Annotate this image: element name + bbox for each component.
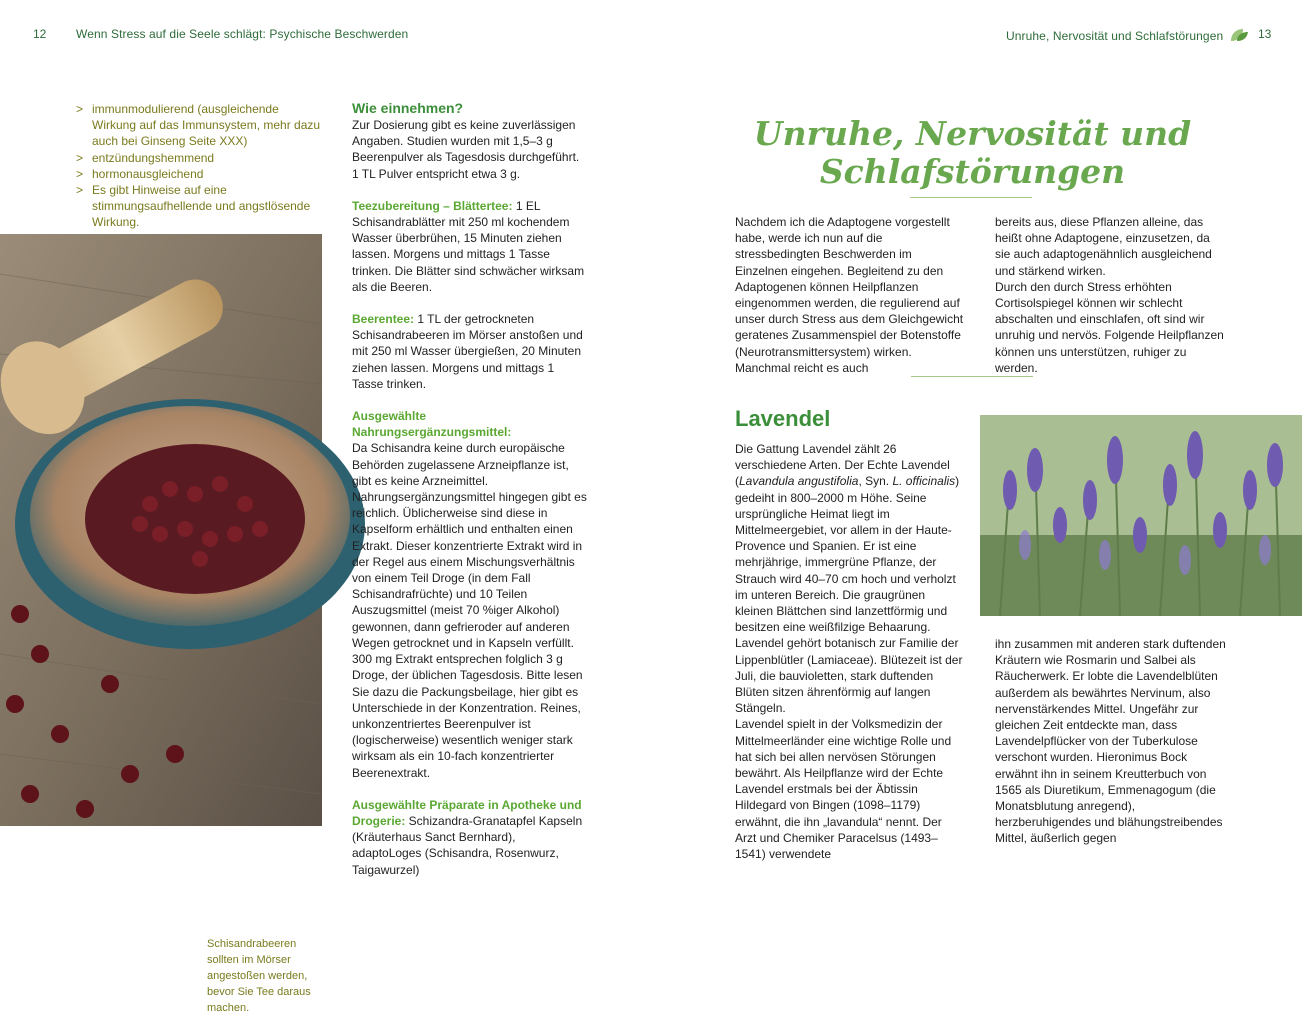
dosage-text: Zur Dosierung gibt es keine zuverlässigen Angaben. Studien wurden mit 1,5–3 g Beerenpulver als Tagesdosis durchgeführt. 1 TL Pulver entspricht etwa 3 g. [352,118,580,181]
intro-right [995,214,1227,376]
supplements-label: Ausgewählte Nahrungsergänzungsmittel: [352,409,512,440]
leaf-tea-paragraph [352,198,588,295]
intro-right-p1: bereits aus, diese Pflanzen alleine, das heißt ohne Adaptogene, einzusetzen, da sie auch adaptogenähnlich ausgleichend und stärkend wirken. [995,215,1212,278]
leaf-tea-label: Teezubereitung – Blättertee: [352,198,513,213]
lavender-paragraph-1 [735,441,965,716]
dosage-column [352,99,588,878]
page-title [735,115,1210,191]
title-line-1: Unruhe, Nervosität und [753,114,1192,153]
lavender-photo [980,415,1302,616]
list-item: > hormonausgleichend [76,166,321,182]
running-head-right [1006,27,1249,43]
latin-name: L. officinalis [892,474,956,489]
schisandra-illustration [0,234,322,826]
title-line-2: Schlafstörungen [819,152,1126,191]
berry-tea-text: 1 TL der getrockneten Schisandrabeeren im Mörser anstoßen und mit 250 ml Wasser übergießen, 20 Minuten ziehen lassen. Morgens und mittags 1 Tasse trinken. [352,312,583,391]
benefit-list [76,101,321,231]
preparations-text: Schizandra-Granatapfel Kapseln (Kräuterhaus Sanct Bernhard), adaptoLoges (Schisandra, Rosenwurz, Taigawurzel) [352,813,583,877]
preparations-paragraph [352,797,588,878]
lavender-heading: Lavendel [735,406,831,431]
berry-tea-paragraph [352,311,588,392]
divider [910,197,1032,198]
section-heading: Wie einnehmen? [352,100,464,116]
supplements-text: Da Schisandra keine durch europäische Behörden zugelassene Arzneipflanze ist, gibt es keine Arzneimittel. Nahrungsergänzungsmittel hingegen gibt es reichlich. Üblicherweise sind diese in Kapselform erhältlich und enthalten einen Extrakt. Dieser konzentrierte Extrakt wird in der Regel aus einem Mischungsverhältnis von einem Teil Droge (in dem Fall Schisandrafrüchte) und 10 Teilen Auszugsmittel (meist 70 %iger Alkohol) gewonnen, dann gefrieroder auf anderen Wegen getrocknet und in Kapseln verfüllt. 300 mg Extrakt entsprechen folglich 3 g Droge, der üblichen Tagesdosis. Bitte lesen Sie dazu die Packungsbeilage, hier gibt es Unterschiede in der Konzentration. Reines, unkonzentriertes Beerenpulver ist (logischerweise) wesentlich weniger stark wirksam als ein 10-fach konzentrierter Beerenextrakt. [352,441,587,780]
supplements-paragraph [352,408,588,781]
lavender-illustration [980,415,1302,616]
leaf-tea-text: 1 EL Schisandrablätter mit 250 ml kochendem Wasser überbrühen, 15 Minuten ziehen lassen. Morgens und mittags 1 Tasse trinken. Die Blätter sind schwächer wirksam als die Beeren. [352,198,585,294]
list-item: > entzündungshemmend [76,150,321,166]
berry-tea-label: Beerentee: [352,312,415,327]
divider [911,376,1033,377]
lavender-paragraph-2: Lavendel spielt in der Volksmedizin der Mittelmeerländer eine wichtige Rolle und hat sich bei allen nervösen Störungen bewährt. Als Heilpflanze wird der Echte Lavendel erstmals bei der Äbtissin Hildegard von Bingen (1098–1179) erwähnt, die ihn „lavandula“ nennt. Der Arzt und Chemiker Paracelsus (1493–1541) verwendete [735,717,952,862]
lav-text: Die Gattung Lavendel zählt 26 verschiedene Arten. Der Echte Lavendel ( [735,442,950,489]
lavender-left-column [735,441,965,862]
lavender-right-column: ihn zusammen mit anderen stark duftenden Kräutern wie Rosmarin und Salbei als Räucherwerk. Er lobte die Lavendelblüten außerdem als bewährtes Nervinum, also nervenstärkendes Mittel. Ungefähr zur gleichen Zeit entdeckte man, dass Lavendelpflücker von der Tuberkulose verschont wurden. Hieronimus Bock erwähnt ihn in seinem Kreutterbuch von 1565 als Diuretikum, Emmenagogum (die Monatsblutung anregend), herzberuhigendes und blähungstreibendes Mittel, äußerlich gegen [995,637,1226,846]
photo-caption: Schisandrabeeren sollten im Mörser angestoßen werden, bevor Sie Tee daraus machen. [192,930,322,1022]
schisandra-photo [0,234,322,1014]
intro-right-p2: Durch den durch Stress erhöhten Cortisolspiegel können wir schlecht abschalten und einschlafen, oft sind wir unruhig und nervös. Folgende Heilpflanzen können uns unterstützen, ruhiger zu werden. [995,279,1224,375]
running-head-right-text: Unruhe, Nervosität und Schlafstörungen [1006,29,1224,43]
lav-text: ) gedeiht in 800–2000 m Höhe. Seine ursprüngliche Heimat liegt im Mittelmeergebiet, vor allem in der Haute-Provence und Spanien. Er ist eine mehrjährige, immergrüne Pflanze, der Strauch wird 40–70 cm hoch und verholzt im unteren Bereich. Die graugrünen kleinen Blättchen sind lanzettförmig und besitzen eine weißfilzige Behaarung. Lavendel gehört botanisch zur Familie der Lippenblütler (Lamiaceae). Blütezeit ist der Juli, die bauvioletten, stark duftenden Blüten sitzen ährenförmig auf langen Stängeln. [735,474,963,716]
page-number-right: 13 [1258,27,1272,41]
lav-text: , Syn. [858,474,893,489]
leaf-icon [1229,27,1249,43]
intro-left: Nachdem ich die Adaptogene vorgestellt habe, werde ich nun auf die stressbedingten Beschwerden im Einzelnen eingehen. Begleitend zu den Adaptogenen können Heilpflanzen eingenommen werden, die regulierend auf unser durch Stress aus dem Gleichgewicht geratenes Zusammenspiel der Botenstoffe (Neurotransmittersystem) wirken. Manchmal reicht es auch [735,215,964,375]
latin-name: Lavandula angustifolia [739,474,859,489]
list-item: > Es gibt Hinweise auf eine stimmungsaufhellende und angstlösende Wirkung. [76,182,321,231]
preparations-label: Ausgewählte Präparate in Apotheke und Drogerie: [352,797,582,828]
running-head-left: Wenn Stress auf die Seele schlägt: Psychische Beschwerden [76,27,409,41]
list-item: > immunmodulierend (ausgleichende Wirkung auf das Immunsystem, mehr dazu auch bei Ginseng Seite XXX) [76,101,321,150]
page-number-left: 12 [33,27,47,41]
